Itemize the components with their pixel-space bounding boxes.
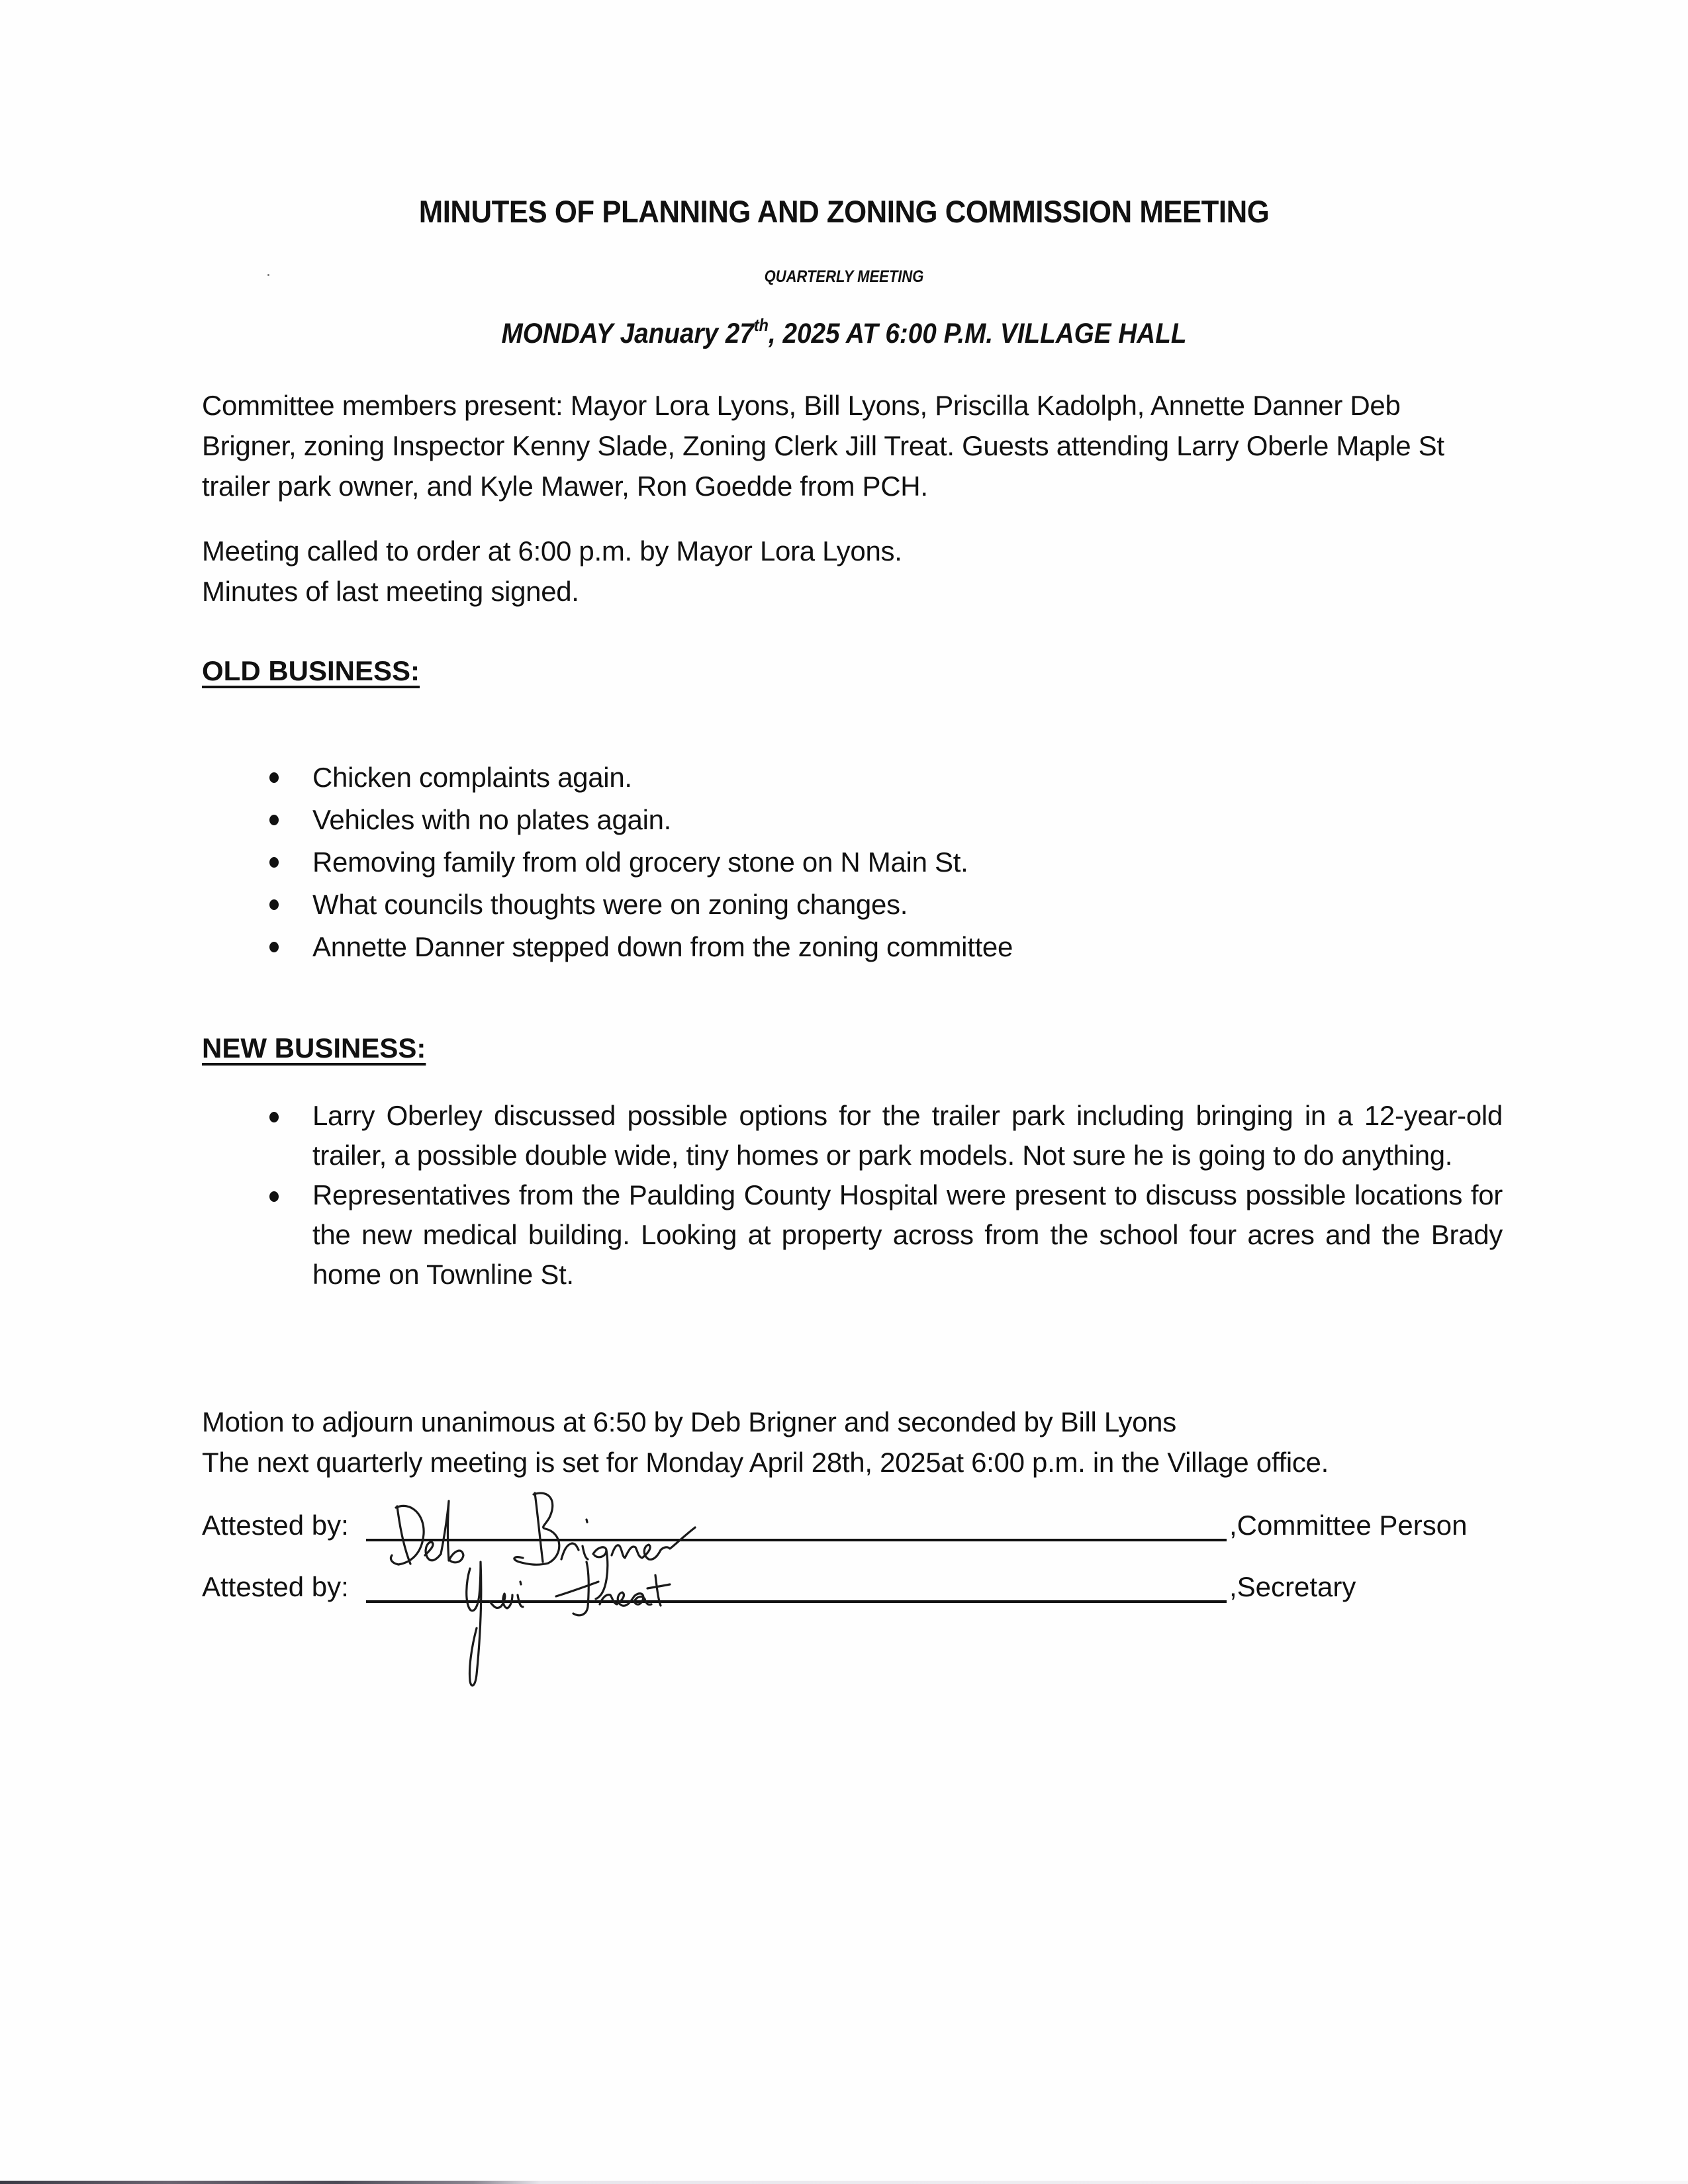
- list-item-text: What councils thoughts were on zoning changes.: [312, 889, 908, 920]
- dateline-rest: , 2025 AT 6:00 P.M. VILLAGE HALL: [768, 318, 1187, 349]
- attested-by-label: Attested by:: [202, 1510, 349, 1541]
- bullet-icon: [269, 857, 279, 868]
- bullet-icon: [269, 899, 279, 910]
- list-item-text: Removing family from old grocery stone on N Main St.: [312, 846, 968, 878]
- dateline-day: MONDAY January 27: [501, 318, 754, 349]
- list-item: [202, 926, 1503, 968]
- list-item-text: Larry Oberley discussed possible options for the trailer park including bringing in a 12-year-old trailer, a possible double wide, tiny homes or park models. Not sure he is going to do anything.: [312, 1100, 1503, 1171]
- attendees-paragraph: Committee members present: Mayor Lora Lyons, Bill Lyons, Priscilla Kadolph, Annette Danner Deb Brigner, zoning Inspector Kenny Slade, Zoning Clerk Jill Treat. Guests attending Larry Oberle Maple St trailer park owner, and Kyle Mawer, Ron Goedde from PCH.: [202, 390, 1444, 502]
- adjourn-text: Motion to adjourn unanimous at 6:50 by Deb Brigner and seconded by Bill Lyons: [202, 1406, 1176, 1437]
- list-item: [202, 884, 1503, 926]
- dateline-ordinal: th: [753, 315, 769, 335]
- document-title: MINUTES OF PLANNING AND ZONING COMMISSION MEETING: [418, 194, 1270, 229]
- old-business-list: [202, 756, 1503, 968]
- new-business-list: [202, 1096, 1503, 1295]
- list-item: [202, 1096, 1503, 1175]
- attestation-role: ,Committee Person: [1229, 1510, 1468, 1541]
- list-item: [202, 841, 1503, 884]
- next-meeting-text: The next quarterly meeting is set for Monday April 28th, 2025at 6:00 p.m. in the Village office.: [202, 1447, 1329, 1478]
- minutes-signed-text: Minutes of last meeting signed.: [202, 576, 579, 607]
- bullet-icon: [269, 1112, 279, 1122]
- opening-paragraph: [202, 531, 1499, 612]
- scanner-edge-strip: [0, 2181, 1688, 2184]
- bullet-icon: [269, 1191, 279, 1202]
- bullet-icon: [269, 772, 279, 783]
- list-item: [202, 799, 1503, 841]
- old-business-heading: OLD BUSINESS:: [202, 655, 420, 686]
- list-item-text: Annette Danner stepped down from the zoning committee: [312, 931, 1013, 962]
- list-item-text: Representatives from the Paulding County Hospital were present to discuss possible locations for the new medical building. Looking at property across from the school four acres and the Brady home on Townline St.: [312, 1179, 1503, 1290]
- attested-by-label: Attested by:: [202, 1571, 349, 1602]
- new-business-heading: NEW BUSINESS:: [202, 1032, 426, 1064]
- list-item-text: Vehicles with no plates again.: [312, 804, 672, 835]
- closing-paragraph: [202, 1402, 1499, 1482]
- signature-jill-treat: [457, 1535, 801, 1694]
- bullet-icon: [269, 942, 279, 952]
- document-subtitle: QUARTERLY MEETING: [764, 267, 924, 286]
- meeting-dateline: [85, 315, 1604, 350]
- attestation-role: ,Secretary: [1229, 1571, 1356, 1602]
- call-to-order-text: Meeting called to order at 6:00 p.m. by Mayor Lora Lyons.: [202, 535, 902, 567]
- list-item: [202, 1175, 1503, 1295]
- bullet-icon: [269, 815, 279, 825]
- list-item-text: Chicken complaints again.: [312, 762, 632, 793]
- list-item: [202, 756, 1503, 799]
